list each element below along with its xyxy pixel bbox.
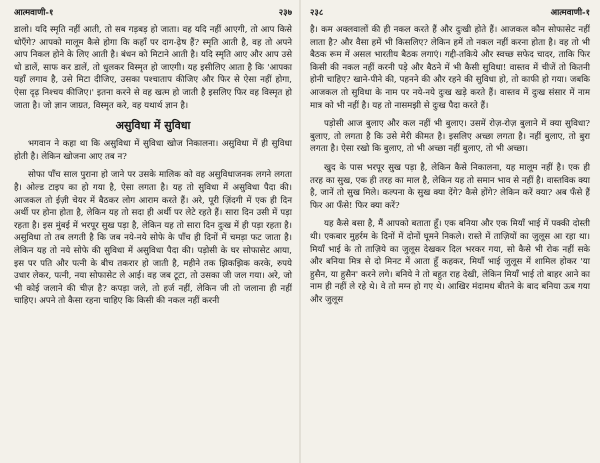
right-header-title: आत्मवाणी-१ [550,8,590,18]
left-page-number: २३७ [278,8,292,18]
right-page-number: २३८ [310,8,324,18]
right-paragraph-4: यह कैसे बसा है, मैं आपको बताता हूँ। एक बनिया और एक मियाँ भाई में पक्की दोस्ती थी। एकबार मुहर्रम के दिनों में दोनों घूमने निकले। रास्ते में ताज़ियों का जुलूस आ रहा था। मियाँ भाई के तो ताज़िये का जुलूस देखकर दिल भरकर गया, सो कैसे भी रोक नहीं सके और बनिया मित्र से दो मिनट में आता हूँ कहकर, मियाँ भाई जुलूस में शामिल होकर 'या हुसैन, या हुसैन' करने लगे। बनिये ने तो बहुत राह देखी, लेकिन मियाँ भाई तो बाहर आने का नाम ही नहीं ले रहे थे। वे तो मग्न हो गए थे। आखिर मंदामध बीतने के बाद बनिया ऊब गया और जुलूस [310,219,590,305]
left-paragraph-1: डालो। यदि स्मृति नहीं आती, तो सब गड़बड़ हो जाता। वह यदि नहीं आएगी, तो आप किसे धोएँगे? आपको मालूम कैसे होगा कि कहाँ पर दाग-ढ़ेष हैं? स्मृति आती है, वह तो अपने आप निकल होने के लिए आती है। बंधन को मिटाने आती है। यदि स्मृति आए और आप उसे धो डालें, साफ कर डालें, तो धुलकर विस्मृत हो जाएगी। यह इसीलिए आता है कि 'आपका यहाँ लगाव है, उसे मिटा दीजिए, उसका पश्चाताप कीजिए और फिर से ऐसा नहीं होगा, ऐसा दृढ़ निश्चय कीजिए।' इतना करने से वह खत्म हो जाती है इसलिए फिर वह विस्मृत हो जाता है। जो ज्ञान जाग्रत, विस्मृत करे, वह यथार्थ ज्ञान है। [14,25,292,111]
left-paragraph-3: सोफा पाँच साल पुराना हो जाने पर उसके मालिक को वह असुविधाजनक लगने लगता है। ओल्ड टाइप का हो गया है, ऐसा लगता है। यह तो सुविधा में असुविधा पैदा की। आजकल तो ईज़ी चेयर में बैठकर लोग आराम करते हैं। अरे, पूरी ज़िंदगी में एक ही दिन अर्थी पर होना होता है, लेकिन यह तो सदा ही अर्थी पर लेटे रहते हैं। सारा दिन उसी में पड़ा रहता है। इस मुंबई में भरपूर सुख पड़ा है, लेकिन यह तो सारा दिन दुःख में ही पड़ा रहता है। असुविधा तो तब लगती है कि जब नये-नये सोफे के पाँच ही दिनों में चमड़ा फट जाता है। लेकिन यह तो नये सोफे की सुविधा में असुविधा पैदा की। पड़ोसी के घर सोफासेट आया, इस पर पति और पत्नी के बीच तकरार हो जाती है, महीने तक झिकझिक करके, रुपये उधार लेकर, पत्नी, नया सोफासेट ले आई। वह जब टूटा, तो उसका जी जल गया। अरे, जो भी कोई जलाने की चीज़ है? कपड़ा जले, तो हर्ज नहीं, लेकिन जी तो जलाना ही नहीं चाहिए। अपने तो कैसा रहना चाहिए कि किसी की नकल नहीं करनी [14,170,292,307]
left-header-title: आत्मवाणी-१ [14,8,54,18]
left-paragraph-2: भगवान ने कहा था कि असुविधा में सुविधा खोज निकालना। असुविधा में ही सुविधा होती है। लेकिन खोजना आए तब न? [14,139,292,162]
right-page [300,0,600,463]
section-title: असुविधा में सुविधा [115,119,191,133]
right-paragraph-3: खुद के पास भरपूर सुख पड़ा है, लेकिन कैसे निकालना, यह मालूम नहीं है। एक ही तरह का सुख, एक ही तरह का माल है, लेकिन यह तो समान भाव से नहीं है। वास्तविक क्या है, जानें तो सुख मिले। कल्पना के सुख क्या देंगे? कैसे होंगे? लेकिन करें क्या? अब फँसे हैं फिर आ फँसे! फिर क्या करें? [310,162,590,211]
right-paragraph-1: है। कम अक्लवालों की ही नकल करते हैं और दुःखी होते हैं। आजकल कौन सोफासेट नहीं लाता है? और वैसा हमें भी किसलिए? लेकिन हमें तो नकल नहीं करना होता है। वह तो भी बैठक रूम में असल भारतीय बैठक लगाएं। गद्दी-तकिये और स्वच्छ सफेद चादर, ताकि फिर किसी की नकल नहीं करनी पड़े और बैठने में भी कैसी सुविधा! वास्तव में चीजें तो कितनी होनी चाहिए? खाने-पीने की, पहनने की और रहने की सुविधा हो, तो काफी हो गया। जबकि आजकल तो सुविधा के नाम पर नये-नये दुःख खड़े करते हैं। वास्तव में दुःख संसार में नाम मात्र को भी नहीं है। यह तो नासमझी से दुःख पैदा करते हैं। [310,25,590,111]
right-paragraph-2: पड़ोसी आज बुलाए और कल नहीं भी बुलाए। उसमें रोज़-रोज़ बुलाने में क्या सुविधा? बुलाए, तो लगता है कि उसे मेरी कीमत है। इसलिए अच्छा लगता है। नहीं बुलाए, तो बुरा लगता है। ऐसा रखो कि बुलाए, तो भी अच्छा नहीं बुलाए, तो भी अच्छा। [310,119,590,155]
left-running-head [14,6,292,20]
right-running-head [310,6,590,20]
